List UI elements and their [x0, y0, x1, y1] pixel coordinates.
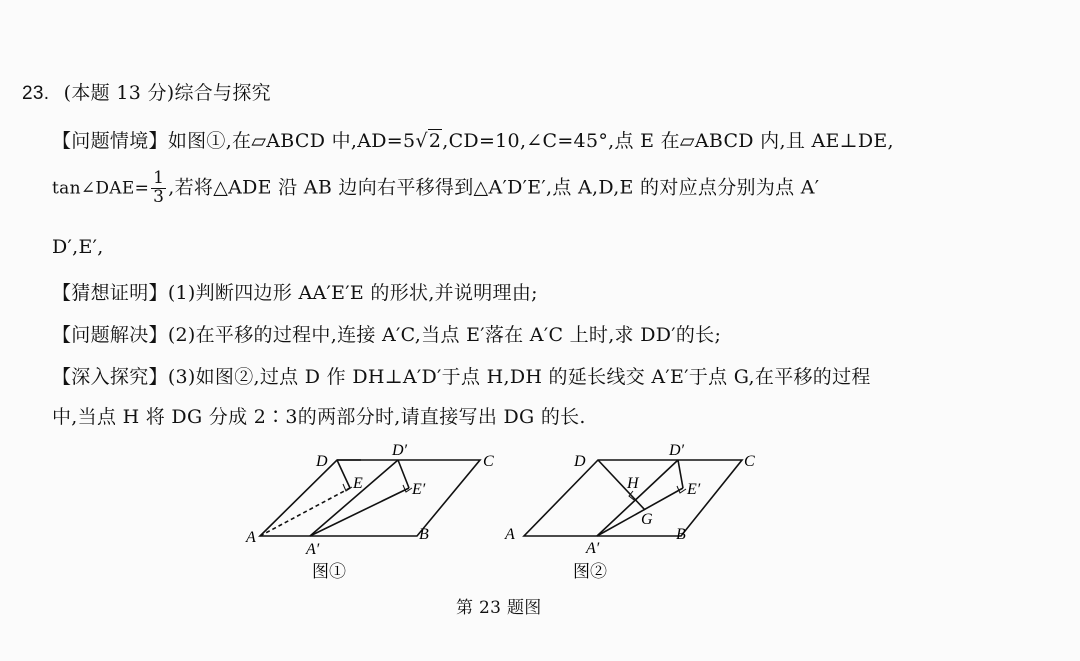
q3-line-2 — [52, 402, 586, 429]
question-number: 23. — [22, 83, 50, 104]
segment-d-prime-e-prime — [678, 460, 683, 488]
scenario-line-2 — [52, 170, 819, 207]
label-e-prime: E′ — [412, 481, 426, 498]
figure-1 — [240, 436, 510, 586]
segment-d-prime-e-prime — [398, 460, 409, 488]
label-a-prime: A′ — [306, 541, 320, 558]
scenario-line-3 — [52, 236, 104, 258]
label-d: D — [574, 453, 586, 470]
figure-caption: 第 23 题图 — [456, 598, 542, 618]
label-d-prime: D′ — [392, 442, 408, 459]
label-a-prime: A′ — [586, 540, 600, 557]
label-e-prime: E′ — [687, 481, 701, 498]
scenario-text-4: D′,E′, — [52, 236, 104, 258]
scenario-text-2: ,CD=10,∠C=45°,点 E 在▱ABCD 内,且 AE⊥DE, — [442, 130, 894, 152]
segment-a-prime-e-prime — [310, 488, 409, 536]
label-d: D — [316, 453, 328, 470]
scenario-text-1: 如图①,在▱ABCD 中,AD=5 — [167, 130, 416, 152]
tan-prefix: tan∠DAE= — [52, 178, 150, 199]
label-d-prime: D′ — [669, 442, 685, 459]
q2-text: (2)在平移的过程中,连接 A′C,当点 E′落在 A′C 上时,求 DD′的长; — [167, 324, 722, 346]
q1-tag: 【猜想证明】 — [52, 282, 168, 304]
question-meta: (本题 13 分)综合与探究 — [63, 82, 271, 104]
tan-numerator: 1 — [153, 168, 165, 188]
q2-tag: 【问题解决】 — [52, 324, 168, 346]
q1-line — [52, 278, 538, 305]
figure-2 — [500, 436, 790, 586]
q3-tag: 【深入探究】 — [52, 366, 168, 388]
tan-fraction — [151, 170, 166, 207]
label-a: A — [505, 526, 515, 543]
q3-text: (3)如图②,过点 D 作 DH⊥A′D′于点 H,DH 的延长线交 A′E′于点 G,在平移的过程 — [167, 366, 871, 388]
right-angle-mark-e — [343, 484, 352, 491]
scenario-tag: 【问题情境】 — [52, 130, 168, 152]
q3-text-2: 中,当点 H 将 DG 分成 2∶3的两部分时,请直接写出 DG 的长. — [52, 406, 586, 428]
label-b: B — [676, 526, 686, 543]
sqrt-expression: √2 — [415, 130, 442, 152]
sqrt-radicand: 2 — [428, 130, 442, 152]
tan-denominator: 3 — [153, 186, 165, 207]
segment-de — [337, 460, 350, 488]
segment-a-prime-d-prime — [310, 460, 398, 536]
label-c: C — [483, 453, 494, 470]
label-b: B — [419, 526, 429, 543]
label-g: G — [641, 511, 653, 528]
fig2-caption: 图② — [573, 562, 607, 581]
segment-ae-dashed — [260, 488, 350, 536]
scenario-text-3: ,若将△ADE 沿 AB 边向右平移得到△A′D′E′,点 A,D,E 的对应点分别为点 A′ — [168, 176, 820, 199]
q3-line-1 — [52, 362, 871, 389]
label-c: C — [744, 453, 755, 470]
parallelogram-abcd — [260, 460, 480, 536]
q2-line — [52, 320, 721, 347]
scenario-line-1 — [52, 126, 894, 153]
fig1-caption: 图① — [312, 562, 346, 581]
q1-text: (1)判断四边形 AA′E′E 的形状,并说明理由; — [167, 282, 538, 304]
question-header — [22, 78, 271, 105]
label-h: H — [627, 475, 639, 492]
label-a: A — [246, 529, 256, 546]
label-e: E — [353, 475, 363, 492]
